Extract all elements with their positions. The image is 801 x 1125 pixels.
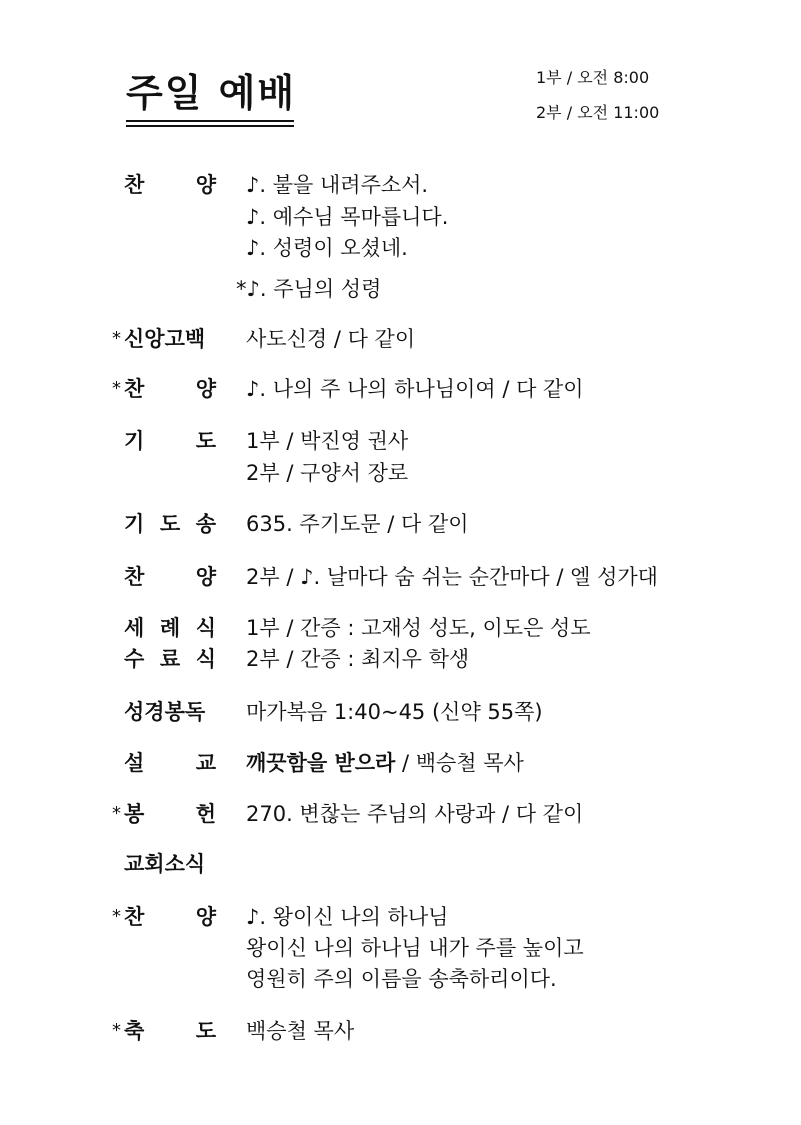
- page-title: 주일 예배: [126, 71, 297, 115]
- order-item-graduation: 수 료 식 2부 / 간증 : 최지우 학생: [0, 643, 801, 675]
- order-item-choir: 찬 양 2부 / ♪. 날마다 숨 쉬는 순간마다 / 엘 성가대: [0, 561, 801, 593]
- order-item-continuation: [0, 932, 801, 964]
- service-time-1: 1부 / 오전 8:00: [536, 68, 650, 87]
- hymn-line: ♪. 예수님 목마릅니다.: [246, 205, 449, 229]
- order-item-announcements: 교회소식: [124, 852, 206, 876]
- prayer-line: 2부 / 구양서 장로: [246, 461, 409, 485]
- order-item-continuation: [0, 232, 801, 264]
- testimony-text: 1부 / 간증 : 고재성 성도, 이도은 성도: [246, 616, 591, 640]
- testimony-text: 2부 / 간증 : 최지우 학생: [246, 647, 470, 671]
- scripture-text: 마가복음 1:40~45 (신약 55쪽): [246, 700, 543, 724]
- hymn-lyric: 영원히 주의 이름을 송축하리이다.: [246, 967, 557, 991]
- hymn-line: ♪. 나의 주 나의 하나님이여 / 다 같이: [246, 377, 584, 401]
- order-item-continuation: [0, 201, 801, 233]
- order-item-baptism: 세 례 식 1부 / 간증 : 고재성 성도, 이도은 성도: [0, 612, 801, 644]
- hymn-line: ♪. 불을 내려주소서.: [246, 173, 429, 197]
- order-item-scripture: 성경봉독 마가복음 1:40~45 (신약 55쪽): [0, 696, 801, 728]
- order-item-creed: * 신앙고백 사도신경 / 다 같이: [0, 323, 801, 355]
- hymn-line: *♪. 주님의 성령: [236, 277, 382, 301]
- order-item-praise: 찬 양 ♪. 불을 내려주소서.: [0, 169, 801, 201]
- order-item-continuation: [0, 457, 801, 489]
- order-item-continuation: [0, 963, 801, 995]
- order-item-prayer-song: 기 도 송 635. 주기도문 / 다 같이: [0, 508, 801, 540]
- order-item-closing-praise: * 찬 양 ♪. 왕이신 나의 하나님: [0, 901, 801, 933]
- order-item-offering: * 봉 헌 270. 변찮는 주님의 사랑과 / 다 같이: [0, 798, 801, 830]
- sermon-text: [246, 747, 524, 779]
- choir-text: 2부 / ♪. 날마다 숨 쉬는 순간마다 / 엘 성가대: [246, 565, 658, 589]
- hymn-lyric: 왕이신 나의 하나님 내가 주를 높이고: [246, 936, 584, 960]
- service-time-2: 2부 / 오전 11:00: [536, 103, 660, 122]
- offering-text: 270. 변찮는 주님의 사랑과 / 다 같이: [246, 802, 584, 826]
- hymn-line: ♪. 왕이신 나의 하나님: [246, 905, 449, 929]
- title-underline-double: [126, 125, 294, 127]
- order-item-sermon: 설 교 깨끗함을 받으라 / 백승철 목사: [0, 747, 801, 779]
- prayer-song-text: 635. 주기도문 / 다 같이: [246, 512, 469, 536]
- order-item-benediction: * 축 도 백승철 목사: [0, 1015, 801, 1047]
- creed-text: 사도신경 / 다 같이: [246, 327, 416, 351]
- prayer-line: 1부 / 박진영 권사: [246, 429, 409, 453]
- order-item-continuation: [0, 273, 801, 305]
- hymn-line: ♪. 성령이 오셨네.: [246, 236, 408, 260]
- sermon-preacher: / 백승철 목사: [395, 751, 524, 775]
- title-underline: [126, 120, 294, 122]
- order-item-prayer: 기 도 1부 / 박진영 권사: [0, 425, 801, 457]
- benediction-text: 백승철 목사: [246, 1019, 355, 1043]
- order-item-praise-2: * 찬 양 ♪. 나의 주 나의 하나님이여 / 다 같이: [0, 373, 801, 405]
- sermon-title: 깨끗함을 받으라: [246, 751, 396, 775]
